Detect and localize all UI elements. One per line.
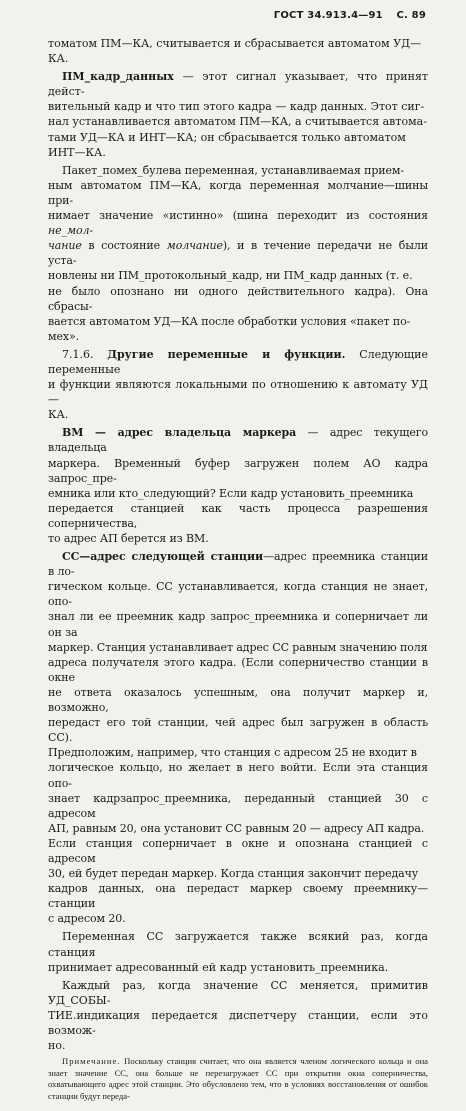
standard-number: ГОСТ 34.913.4—91: [273, 10, 383, 21]
term-ss: СС—адрес следующей станции: [62, 550, 264, 564]
paragraph-vm: ВМ — адрес владельца маркера — адрес текущего владельца маркера. Временный буфер загружен полем АО кадра запрос_пре- емника или кто_следующий? Если кадр установить_преемника передается станцией как часть процесса разрешения соперничества, то адрес АП берется из ВМ.: [48, 426, 428, 545]
page-header: [274, 10, 426, 21]
page-number: С. 89: [396, 10, 426, 21]
paragraph-ss: СС—адрес следующей станции—адрес преемника станции в ло- гическом кольце. СС устанавливается, когда станция не знает, опо- знал ли ее преемник кадр запрос_преемника и соперничает ли он за маркер. Станция устанавливает адрес СС равным значению поля адреса получателя этого кадра. (Если соперничество станции в окне не ответа оказалось успешным, она получит маркер и, возможно, передаст его той станции, чей адрес был загружен в область СС). Предположим, например, что станция с адресом 25 не входит в логическое кольцо, но желает в него войти. Если эта станция опо- знает кадрзапрос_преемника, переданный станцией 30 с адресом АП, равным 20, она установит СС равным 20 — адресу АП кадра. Если станция соперничает в окне и опознана станцией с адресом 30, ей будет передан маркер. Когда станция закончит передачу кадров данных, она передаст маркер своему преемнику—станции с адресом 20.: [48, 550, 428, 926]
section-title: Другие переменные и функции.: [107, 347, 346, 361]
note-label: Примечание.: [62, 1056, 121, 1067]
note: [48, 1056, 428, 1102]
section-number: 7.1.6.: [62, 347, 94, 361]
paragraph-pm-kadr-dannyh: ПМ_кадр_данных — этот сигнал указывает, что принят дейст- вительный кадр и что тип этого кадра — кадр данных. Этот сиг- нал устанавливается автоматом ПМ—КА, а считывается автома- тами УД—КА и ИНТ—КА; он сбрасывается только автоматом ИНТ—КА.: [48, 70, 428, 159]
paragraph-paket-pomeh: Пакет_помех_булева переменная, устанавливаемая прием- ным автоматом ПМ—КА, когда переменная молчание—шины при- нимает значение «истинно» (шина переходит из состояния не_мол- чание в состояние молчание), и в течение передачи не были уста- новлены ни ПМ_протокольный_кадр, ни ПМ_кадр данных (т. е. не было опознано ни одного действительного кадра). Она сбрасы- вается автоматом УД—КА после обработки условия «пакет по- мех».: [48, 163, 428, 343]
paragraph-ud-sobytie: Каждый раз, когда значение СС меняется, примитив УД_СОБЫ- ТИЕ.индикация передается диспетчеру станции, если это возмож- но.: [48, 978, 428, 1053]
note-text: Поскольку станция считает, что она является членом логического кольца и она знает значение СС, она больше не перезагружает СС при открытии окна соперничества, охватывающего адрес этой станции. Это обусловлено тем, что в условиях восстановления от ошибок станции будут переда-: [48, 1056, 428, 1101]
section-7-1-6: 7.1.6. Другие переменные и функции. Следующие переменные и функции являются локальными по отношению к автомату УД— КА.: [48, 347, 428, 422]
paragraph-continuation: томатом ПМ—КА, считывается и сбрасывается автоматом УД— КА.: [48, 37, 422, 66]
term-vm: ВМ — адрес владельца маркера: [62, 426, 297, 440]
paragraph-ss-reload: Переменная СС загружается также всякий раз, когда станция принимает адресованный ей кадр установить_преемника.: [48, 930, 428, 974]
term-paket-pomeh: Пакет_помех: [62, 163, 138, 177]
term-pm-kadr-dannyh: ПМ_кадр_данных: [62, 70, 174, 84]
document-body: [48, 36, 428, 1111]
